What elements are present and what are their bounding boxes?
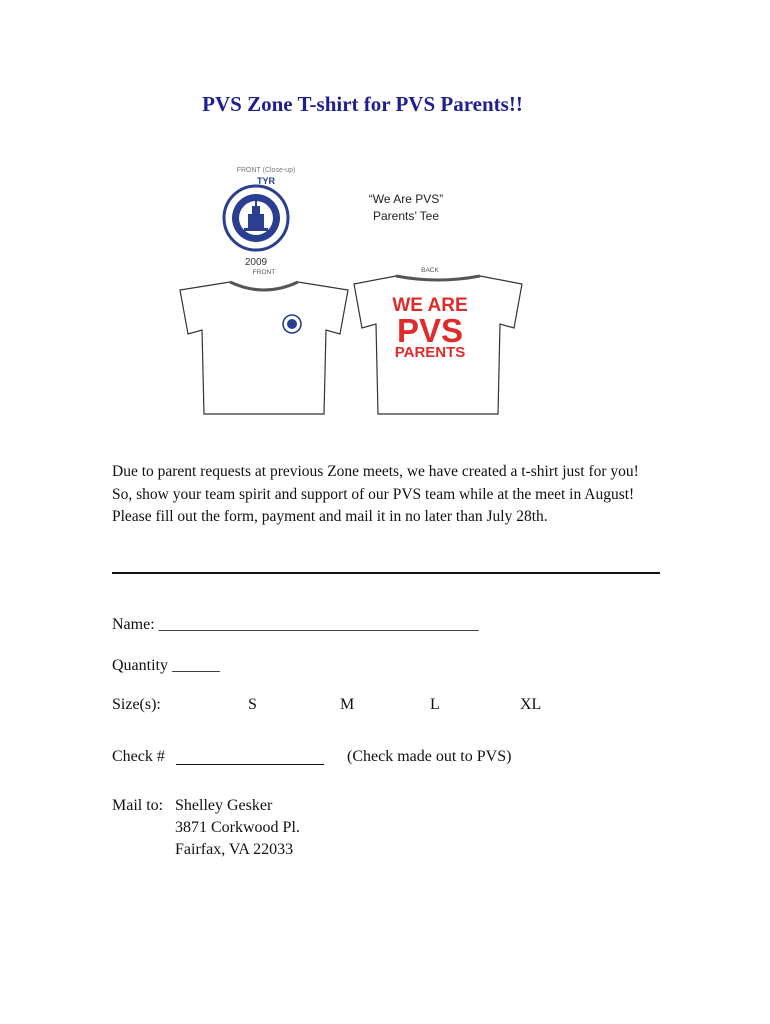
back-print-line2: PVS bbox=[396, 312, 464, 349]
size-option-xl: XL bbox=[520, 696, 542, 713]
intro-paragraph: Due to parent requests at previous Zone meets, we have created a t-shirt just for you! So, show your team spirit and support of our PVS team while at the meet in August! Please fill out the form, payment and mail it in no later than July 28th. bbox=[112, 463, 639, 525]
back-tshirt-icon bbox=[354, 276, 522, 414]
seal-year: 2009 bbox=[244, 257, 268, 268]
tee-caption-line1: “We Are PVS” bbox=[368, 192, 444, 206]
mail-recipient: Shelley Gesker bbox=[175, 797, 273, 814]
size-option-l: L bbox=[430, 696, 440, 713]
check-number-blank bbox=[176, 764, 324, 765]
size-option-m: M bbox=[340, 696, 355, 713]
name-field: Name: ________________________________________ bbox=[112, 616, 479, 633]
mail-to-label: Mail to: bbox=[112, 797, 164, 814]
sizes-label: Size(s): bbox=[112, 696, 161, 713]
back-label: BACK bbox=[421, 267, 439, 274]
front-label: FRONT bbox=[252, 269, 276, 276]
section-divider bbox=[112, 572, 660, 574]
brand-logo-text: TYR bbox=[257, 176, 275, 186]
tshirt-illustration bbox=[168, 152, 528, 422]
size-option-s: S bbox=[248, 696, 257, 713]
front-tshirt-icon bbox=[180, 282, 348, 414]
page-title: PVS Zone T-shirt for PVS Parents!! bbox=[202, 92, 523, 116]
back-print-line3: PARENTS bbox=[394, 344, 466, 361]
seal-closeup-icon bbox=[224, 186, 288, 250]
back-print-line1: WE ARE bbox=[392, 295, 468, 316]
mail-city: Fairfax, VA 22033 bbox=[175, 841, 294, 858]
check-note: (Check made out to PVS) bbox=[347, 748, 512, 765]
front-closeup-label: FRONT (Close-up) bbox=[236, 167, 296, 174]
quantity-field: Quantity ______ bbox=[112, 657, 220, 674]
mail-street: 3871 Corkwood Pl. bbox=[175, 819, 300, 836]
check-number-label: Check # bbox=[112, 748, 165, 765]
tee-caption-line2: Parents’ Tee bbox=[372, 209, 440, 223]
